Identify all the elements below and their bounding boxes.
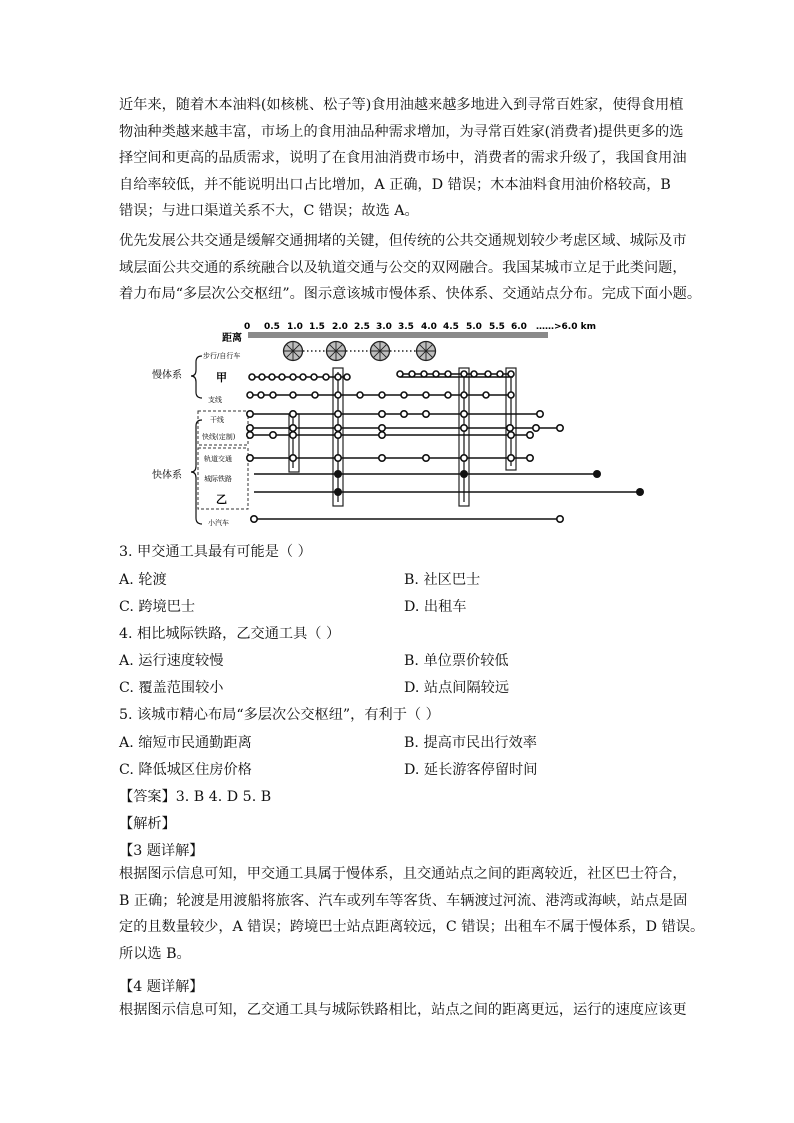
distance-label: 距离 (222, 333, 242, 344)
station-dot (247, 432, 253, 438)
station-dot (461, 392, 467, 398)
station-dot (508, 432, 514, 438)
distance-tick-label: 2.0 (332, 322, 348, 332)
question-4-option-d: D. 站点间隔较远 (404, 680, 510, 696)
question-5-option-b: B. 提高市民出行效率 (404, 735, 537, 751)
station-dot (335, 392, 341, 398)
station-dot (323, 374, 329, 380)
question-5-option-a: A. 缩短市民通勤距离 (119, 735, 252, 751)
stations (247, 371, 644, 522)
station-dot (507, 425, 513, 431)
q3-detail (119, 861, 705, 967)
station-dot (379, 425, 385, 431)
station-dot (290, 455, 296, 461)
station-dot (485, 371, 491, 377)
row-label-express-bus: 快线(定制) (202, 433, 236, 441)
station-dot (461, 371, 467, 377)
station-dot (401, 392, 407, 398)
question-3-option-a: A. 轮渡 (119, 572, 167, 588)
text-line: 着力布局“多层次公交枢纽”。图示意该城市慢体系、快体系、交通站点分布。完成下面小题。 (119, 286, 702, 303)
station-dot (379, 432, 385, 438)
question-4-option-a: A. 运行速度较慢 (119, 653, 224, 669)
station-dot (533, 425, 539, 431)
fast-system-label: 快体系 (152, 470, 182, 481)
row-label-yi: 乙 (216, 493, 227, 506)
row-label-car: 小汽车 (208, 519, 229, 527)
station-dot (335, 425, 341, 431)
distance-tick-label: 6.0 (511, 322, 527, 332)
q4-detail (119, 997, 687, 1024)
question-3-option-c: C. 跨境巴士 (119, 599, 196, 615)
station-dot (483, 392, 489, 398)
text-line: B 正确；轮渡是用渡船将旅客、汽车或列车等客货、车辆渡过河流、港湾或海峡，站点是固 (119, 892, 688, 909)
station-dot (497, 371, 503, 377)
distance-scale-bar (248, 332, 548, 338)
station-dot (557, 425, 563, 431)
question-4-stem: 4. 相比城际铁路，乙交通工具（ ） (119, 626, 341, 642)
station-dot (270, 432, 276, 438)
fast-system-brace (191, 420, 202, 524)
station-dot (471, 371, 477, 377)
station-dot (247, 411, 253, 417)
station-dot (379, 411, 385, 417)
station-dot (527, 432, 533, 438)
station-dot (527, 455, 533, 461)
station-dot (335, 374, 341, 380)
distance-tick-label: 2.5 (354, 322, 370, 332)
answer-line: 【答案】3. B 4. D 5. B (119, 789, 272, 805)
station-dot (290, 411, 296, 417)
transport-hub-diagram (150, 318, 650, 533)
analysis-label: 【解析】 (119, 816, 176, 832)
bike-stations (284, 342, 436, 361)
distance-tick-label: ……>6.0 km (536, 322, 596, 332)
row-label-jia: 甲 (216, 371, 227, 384)
distance-tick-label: 5.0 (466, 322, 482, 332)
station-dot (379, 455, 385, 461)
station-dot (508, 371, 514, 377)
question-3-option-b: B. 社区巴士 (404, 572, 481, 588)
text-line: 定的且数量较少，A 错误；跨境巴士站点距离较远，C 错误；出租车不属于慢体系，D 错误。 (119, 919, 705, 936)
question-5-stem: 5. 该城市精心布局“多层次公交枢纽”，有利于（ ） (119, 707, 440, 723)
station-dot (423, 455, 429, 461)
distance-tick-label: 5.5 (489, 322, 505, 332)
question-4-option-b: B. 单位票价较低 (404, 653, 509, 669)
text-line: 根据图示信息可知，甲交通工具属于慢体系，且交通站点之间的距离较近，社区巴士符合， (119, 866, 687, 882)
distance-ticks (244, 322, 596, 332)
station-dot (537, 411, 543, 417)
station-dot (269, 374, 275, 380)
station-dot (344, 374, 350, 380)
distance-tick-label: 1.5 (309, 322, 325, 332)
q3-detail-label: 【3 题详解】 (119, 843, 204, 859)
station-dot (290, 432, 296, 438)
station-dot (433, 371, 439, 377)
distance-tick-label: 1.0 (287, 322, 303, 332)
station-dot (508, 392, 514, 398)
station-dot (593, 470, 601, 478)
station-dot (461, 455, 467, 461)
row-label-trunk: 干线 (210, 416, 224, 424)
station-dot (249, 374, 255, 380)
text-line: 所以选 B。 (119, 945, 191, 962)
distance-tick-label: 4.0 (421, 322, 437, 332)
station-dot (401, 411, 407, 417)
station-dot (445, 392, 451, 398)
station-dot (557, 516, 563, 522)
station-dot (421, 371, 427, 377)
station-dot (270, 392, 276, 398)
question-5-option-c: C. 降低城区住房价格 (119, 762, 252, 778)
distance-tick-label: 3.0 (376, 322, 392, 332)
station-dot (312, 392, 318, 398)
row-label-walk-bike: 步行/自行车 (203, 352, 241, 360)
question-3-stem: 3. 甲交通工具最有可能是（ ） (119, 544, 312, 560)
station-dot (334, 470, 342, 478)
station-dot (311, 374, 317, 380)
station-dot (445, 371, 451, 377)
station-dot (258, 392, 264, 398)
slow-system-brace (191, 356, 202, 398)
station-dot (461, 425, 467, 431)
text-line: 物油种类越来越丰富，市场上的食用油品种需求增加，为寻常百姓家(消费者)提供更多的选 (119, 123, 684, 140)
station-dot (247, 455, 253, 461)
station-dot (461, 411, 467, 417)
station-dot (409, 371, 415, 377)
station-dot (251, 516, 257, 522)
question-4-option-c: C. 覆盖范围较小 (119, 680, 224, 696)
station-dot (423, 392, 429, 398)
slow-system-label: 慢体系 (152, 370, 182, 381)
station-dot (279, 374, 285, 380)
text-line: 根据图示信息可知，乙交通工具与城际铁路相比，站点之间的距离更远，运行的速度应该更 (119, 1002, 687, 1018)
station-dot (247, 392, 253, 398)
station-dot (379, 392, 385, 398)
station-dot (290, 425, 296, 431)
station-dot (460, 470, 468, 478)
question-5-option-d: D. 延长游客停留时间 (404, 762, 538, 778)
station-dot (334, 488, 342, 496)
station-dot (423, 411, 429, 417)
distance-tick-label: 3.5 (398, 322, 414, 332)
q4-detail-label: 【4 题详解】 (119, 979, 204, 995)
station-dot (397, 371, 403, 377)
text-line: 近年来，随着木本油料(如核桃、松子等)食用油越来越多地进入到寻常百姓家，使得食用植 (119, 97, 684, 113)
text-line: 域层面公共交通的系统融合以及轨道交通与公交的双网融合。我国某城市立足于此类问题， (119, 259, 687, 276)
text-line: 错误；与进口渠道关系不大，C 错误；故选 A。 (119, 203, 419, 220)
station-dot (247, 425, 253, 431)
text-line: 自给率较低，并不能说明出口占比增加，A 正确，D 错误；木本油料食用油价格较高，B (119, 176, 671, 193)
station-dot (335, 455, 341, 461)
question-3-option-d: D. 出租车 (404, 599, 467, 615)
distance-tick-label: 0 (244, 322, 251, 332)
intro-paragraph (119, 92, 687, 225)
distance-tick-label: 0.5 (264, 322, 280, 332)
station-dot (300, 374, 306, 380)
station-dot (357, 392, 363, 398)
station-dot (508, 455, 514, 461)
text-line: 优先发展公共交通是缓解交通拥堵的关键，但传统的公共交通规划较少考虑区域、城际及市 (119, 233, 687, 249)
station-dot (290, 374, 296, 380)
hub-box (289, 414, 299, 472)
row-label-rail: 轨道交通 (204, 455, 232, 463)
station-dot (335, 411, 341, 417)
row-label-intercity: 城际铁路 (204, 475, 232, 483)
station-dot (335, 432, 341, 438)
distance-tick-label: 4.5 (443, 322, 459, 332)
text-line: 择空间和更高的品质需求，说明了在食用油消费市场中，消费者的需求升级了，我国食用油 (119, 150, 687, 167)
row-label-branch: 支线 (208, 396, 222, 404)
station-dot (636, 488, 644, 496)
station-dot (290, 392, 296, 398)
context-paragraph (119, 228, 702, 308)
station-dot (259, 374, 265, 380)
